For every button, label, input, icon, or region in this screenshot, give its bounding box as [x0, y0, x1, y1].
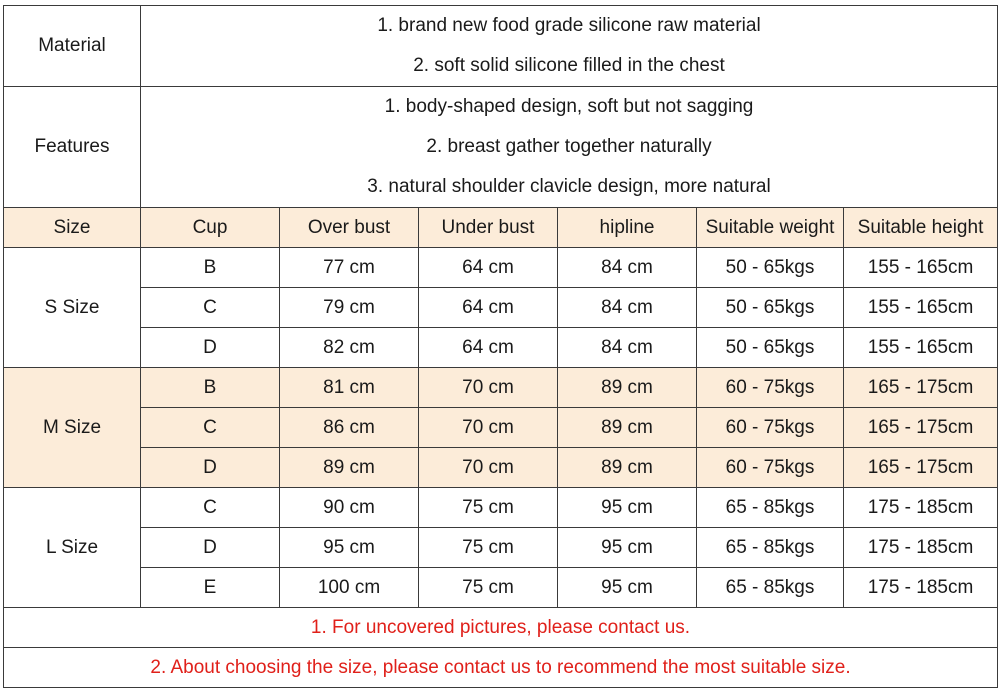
material-description	[141, 6, 998, 87]
table-row	[4, 328, 998, 368]
material-label: Material	[4, 6, 141, 87]
cell-over-bust: 81 cm	[280, 368, 419, 408]
material-line: 1. brand new food grade silicone raw material	[377, 15, 761, 36]
table-row	[4, 248, 998, 288]
cell-hipline: 95 cm	[558, 488, 697, 528]
cell-cup: D	[141, 448, 280, 488]
table-row	[4, 528, 998, 568]
cell-under-bust: 75 cm	[419, 568, 558, 608]
cell-suitable-height: 155 - 165cm	[844, 328, 998, 368]
cell-under-bust: 64 cm	[419, 288, 558, 328]
cell-cup: B	[141, 248, 280, 288]
cell-cup: C	[141, 488, 280, 528]
cell-suitable-height: 175 - 185cm	[844, 488, 998, 528]
size-group-label: M Size	[4, 368, 141, 488]
cell-under-bust: 64 cm	[419, 248, 558, 288]
header-cup: Cup	[141, 208, 280, 248]
cell-over-bust: 89 cm	[280, 448, 419, 488]
header-hipline: hipline	[558, 208, 697, 248]
cell-suitable-height: 165 - 175cm	[844, 408, 998, 448]
cell-hipline: 89 cm	[558, 408, 697, 448]
cell-suitable-weight: 60 - 75kgs	[697, 368, 844, 408]
cell-under-bust: 70 cm	[419, 448, 558, 488]
cell-over-bust: 86 cm	[280, 408, 419, 448]
note-text: 2. About choosing the size, please contact us to recommend the most suitable size.	[4, 648, 998, 688]
cell-suitable-height: 175 - 185cm	[844, 528, 998, 568]
header-suitable-height: Suitable height	[844, 208, 998, 248]
features-line: 1. body-shaped design, soft but not sagging	[384, 96, 754, 117]
features-line: 2. breast gather together naturally	[426, 136, 712, 157]
cell-cup: B	[141, 368, 280, 408]
cell-suitable-height: 165 - 175cm	[844, 448, 998, 488]
cell-suitable-height: 155 - 165cm	[844, 288, 998, 328]
note-row	[4, 648, 998, 688]
features-line: 3. natural shoulder clavicle design, more natural	[367, 176, 771, 197]
cell-over-bust: 77 cm	[280, 248, 419, 288]
cell-suitable-weight: 65 - 85kgs	[697, 528, 844, 568]
features-description	[141, 87, 998, 208]
table-row	[4, 408, 998, 448]
features-label: Features	[4, 87, 141, 208]
cell-suitable-weight: 50 - 65kgs	[697, 288, 844, 328]
cell-hipline: 95 cm	[558, 568, 697, 608]
cell-suitable-weight: 50 - 65kgs	[697, 328, 844, 368]
cell-hipline: 95 cm	[558, 528, 697, 568]
table-row	[4, 568, 998, 608]
cell-cup: D	[141, 528, 280, 568]
cell-under-bust: 75 cm	[419, 528, 558, 568]
cell-over-bust: 79 cm	[280, 288, 419, 328]
table-row	[4, 448, 998, 488]
note-text: 1. For uncovered pictures, please contact us.	[4, 608, 998, 648]
cell-cup: D	[141, 328, 280, 368]
size-group-label: L Size	[4, 488, 141, 608]
cell-hipline: 89 cm	[558, 368, 697, 408]
table-header-row	[4, 208, 998, 248]
table-row	[4, 488, 998, 528]
material-line: 2. soft solid silicone filled in the chest	[413, 55, 725, 76]
header-under-bust: Under bust	[419, 208, 558, 248]
cell-suitable-weight: 65 - 85kgs	[697, 488, 844, 528]
cell-hipline: 84 cm	[558, 248, 697, 288]
cell-hipline: 89 cm	[558, 448, 697, 488]
features-row	[4, 87, 998, 208]
cell-cup: C	[141, 408, 280, 448]
table-row	[4, 288, 998, 328]
cell-over-bust: 82 cm	[280, 328, 419, 368]
cell-suitable-weight: 60 - 75kgs	[697, 408, 844, 448]
cell-over-bust: 100 cm	[280, 568, 419, 608]
material-row	[4, 6, 998, 87]
cell-suitable-height: 175 - 185cm	[844, 568, 998, 608]
header-over-bust: Over bust	[280, 208, 419, 248]
header-size: Size	[4, 208, 141, 248]
cell-cup: C	[141, 288, 280, 328]
cell-suitable-weight: 60 - 75kgs	[697, 448, 844, 488]
cell-cup: E	[141, 568, 280, 608]
cell-over-bust: 90 cm	[280, 488, 419, 528]
cell-suitable-height: 155 - 165cm	[844, 248, 998, 288]
cell-hipline: 84 cm	[558, 328, 697, 368]
note-row	[4, 608, 998, 648]
cell-hipline: 84 cm	[558, 288, 697, 328]
cell-suitable-height: 165 - 175cm	[844, 368, 998, 408]
cell-under-bust: 75 cm	[419, 488, 558, 528]
cell-under-bust: 64 cm	[419, 328, 558, 368]
cell-over-bust: 95 cm	[280, 528, 419, 568]
cell-suitable-weight: 50 - 65kgs	[697, 248, 844, 288]
header-suitable-weight: Suitable weight	[697, 208, 844, 248]
cell-under-bust: 70 cm	[419, 408, 558, 448]
size-spec-table	[3, 5, 998, 688]
table-row	[4, 368, 998, 408]
cell-suitable-weight: 65 - 85kgs	[697, 568, 844, 608]
cell-under-bust: 70 cm	[419, 368, 558, 408]
size-group-label: S Size	[4, 248, 141, 368]
